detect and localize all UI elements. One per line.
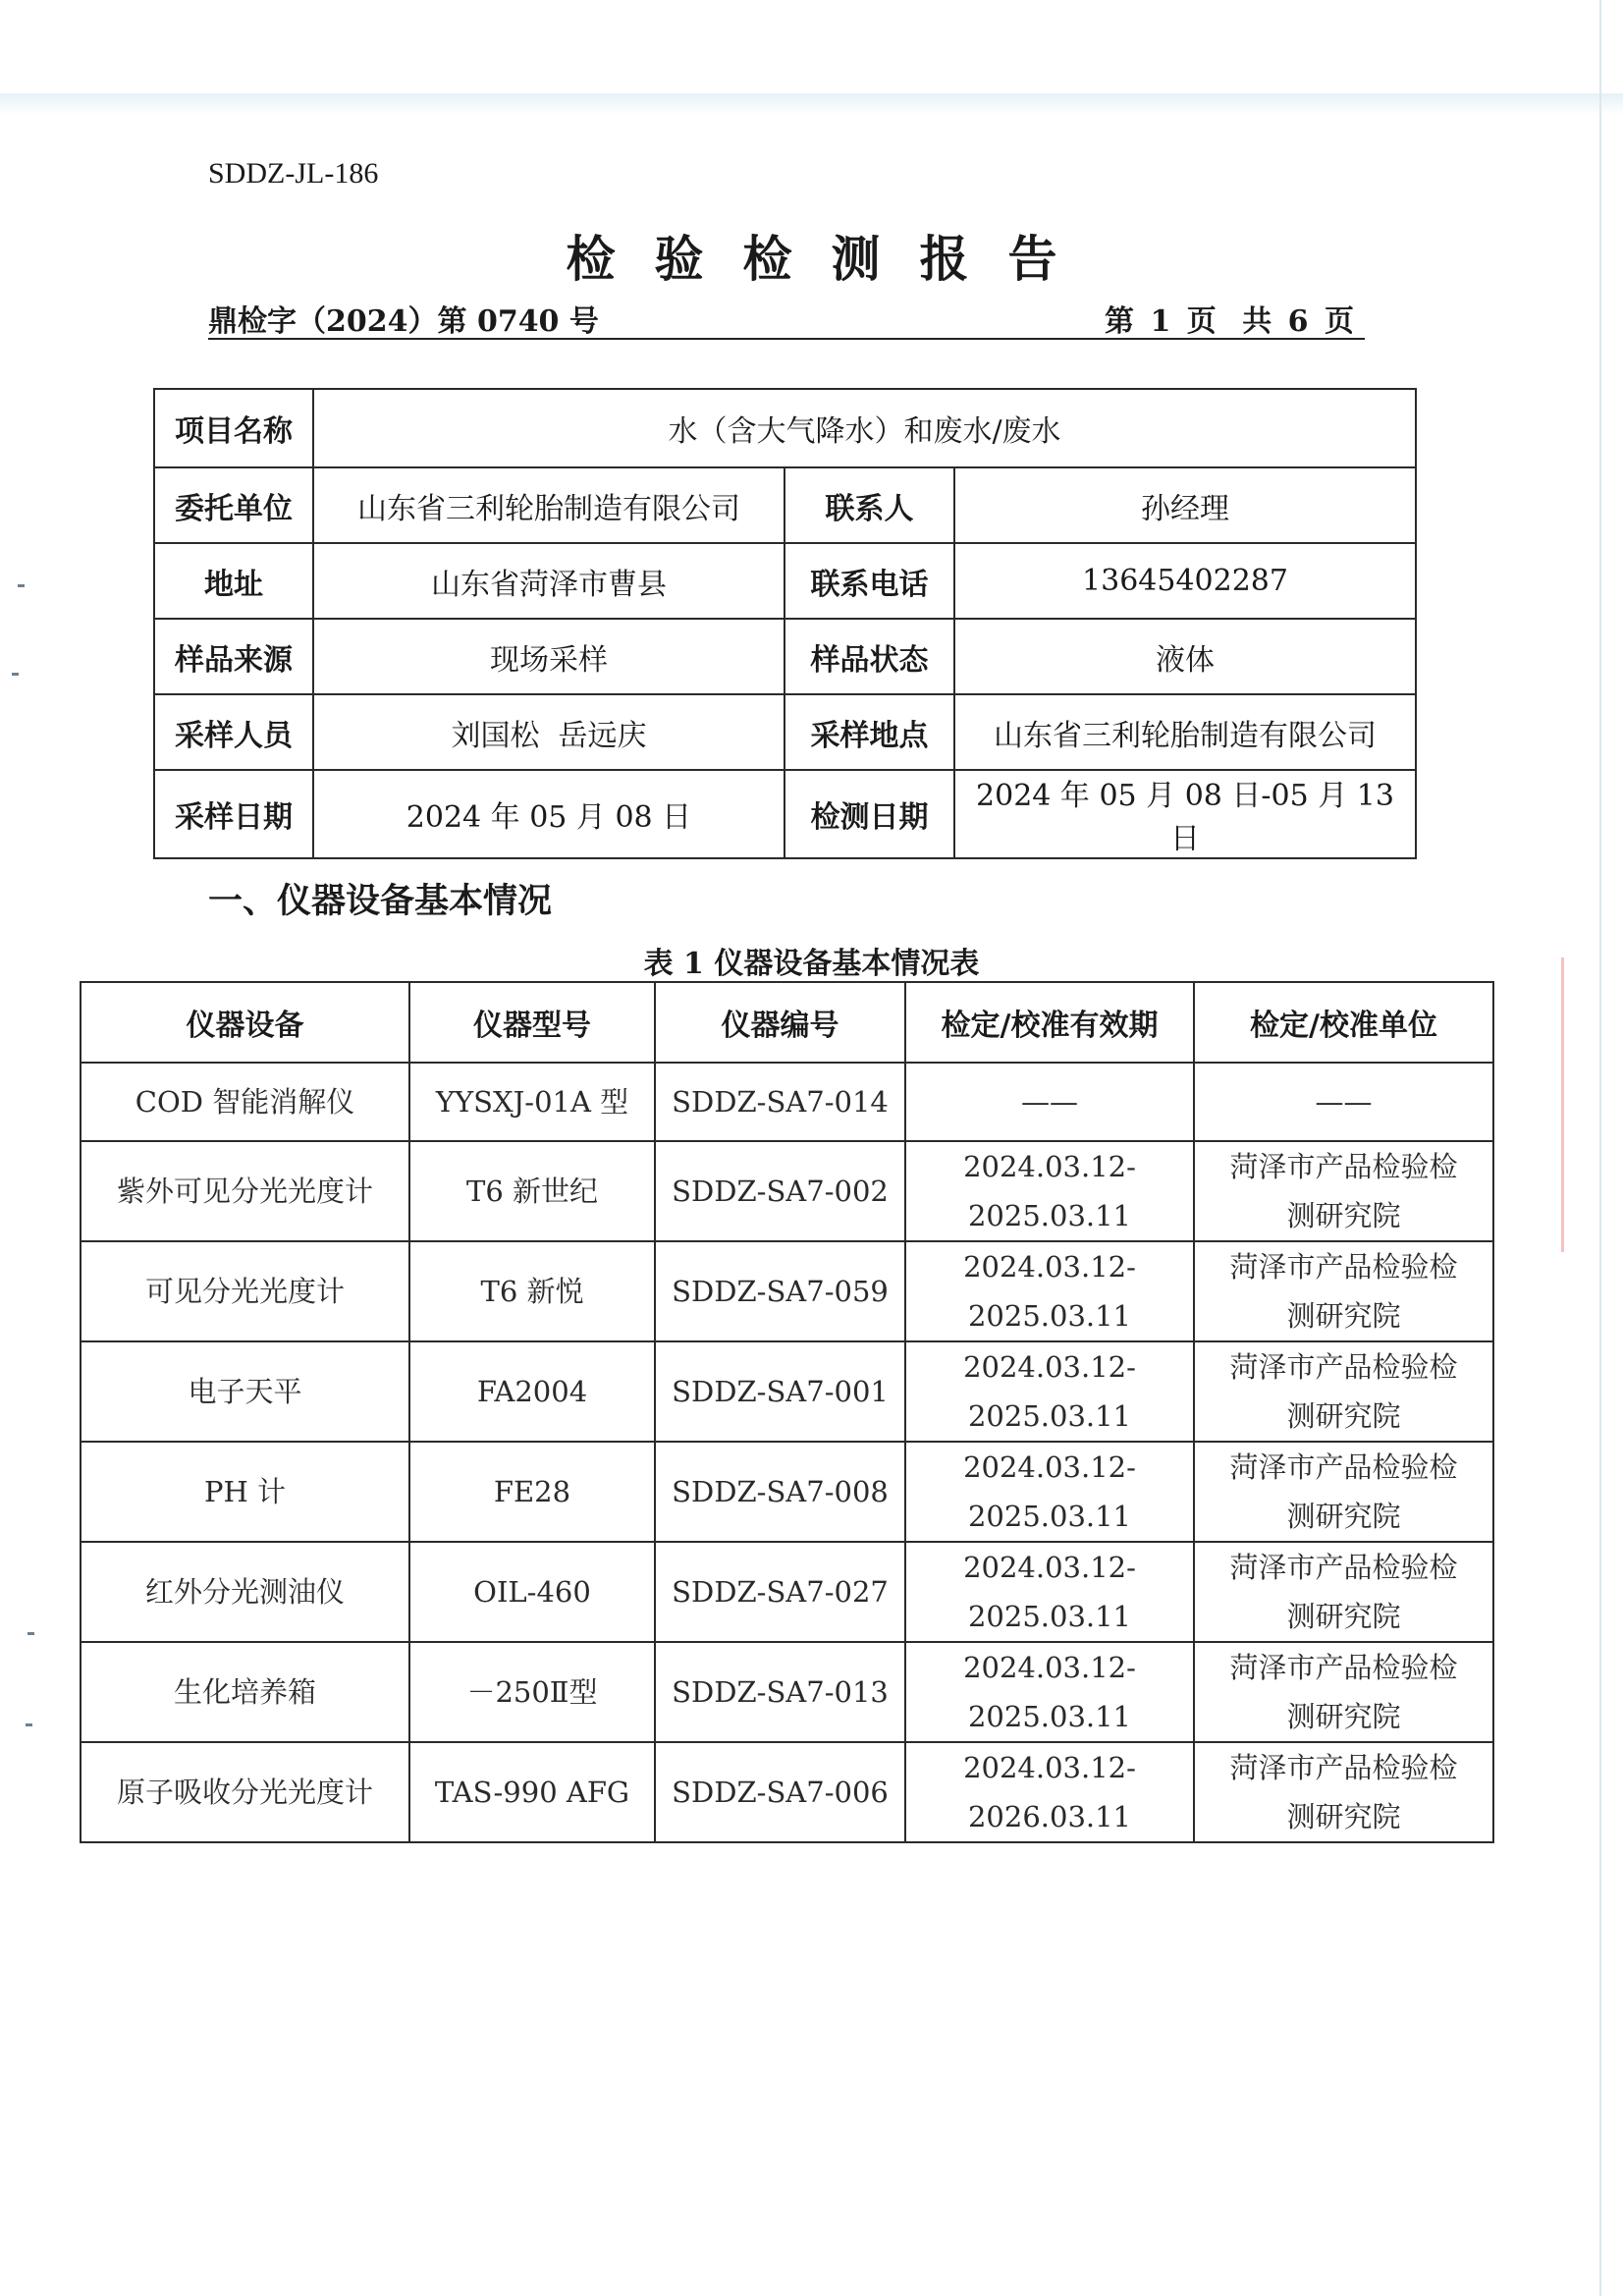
header-validity: 检定/校准有效期 xyxy=(905,982,1194,1063)
equipment-model: OIL-460 xyxy=(409,1542,655,1642)
unit-line-1: 菏泽市产品检验检 xyxy=(1229,1250,1458,1284)
validity-end: 2025.03.11 xyxy=(967,1299,1132,1333)
equipment-name: 原子吸收分光光度计 xyxy=(81,1742,409,1842)
validity-start: 2024.03.12- xyxy=(963,1350,1136,1384)
equipment-name: PH 计 xyxy=(81,1442,409,1542)
info-row-source xyxy=(154,619,1416,694)
unit-line-2: 测研究院 xyxy=(1286,1500,1401,1533)
equipment-name: COD 智能消解仪 xyxy=(81,1063,409,1141)
page-indicator xyxy=(1095,297,1357,340)
equipment-name: 紫外可见分光光度计 xyxy=(81,1141,409,1241)
unit-line-2: 测研究院 xyxy=(1286,1600,1401,1633)
equipment-validity xyxy=(905,1141,1194,1241)
section-title: 一、仪器设备基本情况 xyxy=(208,881,553,921)
equipment-unit xyxy=(1194,1742,1493,1842)
page-total: 共 6 页 xyxy=(1242,304,1357,339)
seal-stamp-fragment xyxy=(1561,957,1613,1252)
validity-start: 2024.03.12- xyxy=(963,1150,1136,1183)
equipment-name: 红外分光测油仪 xyxy=(81,1542,409,1642)
unit-line-2: 测研究院 xyxy=(1286,1199,1401,1232)
info-table xyxy=(153,388,1417,859)
scan-speck xyxy=(12,673,19,676)
equipment-number: SDDZ-SA7-001 xyxy=(655,1341,905,1442)
sampler-value: 刘国松 岳远庆 xyxy=(313,694,784,770)
equipment-unit xyxy=(1194,1642,1493,1742)
unit-line-2: 测研究院 xyxy=(1286,1399,1401,1433)
equipment-validity xyxy=(905,1442,1194,1542)
equipment-model: －250Ⅱ型 xyxy=(409,1642,655,1742)
equipment-number: SDDZ-SA7-006 xyxy=(655,1742,905,1842)
header-number: 仪器编号 xyxy=(655,982,905,1063)
contact-value: 孙经理 xyxy=(954,467,1416,543)
equipment-number: SDDZ-SA7-059 xyxy=(655,1241,905,1341)
unit-line-2: 测研究院 xyxy=(1286,1299,1401,1333)
unit-line-1: 菏泽市产品检验检 xyxy=(1229,1651,1458,1684)
project-label: 项目名称 xyxy=(154,389,313,467)
unit-line-1: 菏泽市产品检验检 xyxy=(1229,1551,1458,1584)
report-number: 鼎检字（2024）第 0740 号 xyxy=(208,304,599,339)
document-code: SDDZ-JL-186 xyxy=(208,157,379,190)
equipment-header-row xyxy=(81,982,1493,1063)
test-date-value: 2024 年 05 月 08 日-05 月 13 日 xyxy=(954,770,1416,858)
state-value: 液体 xyxy=(954,619,1416,694)
validity-end: 2026.03.11 xyxy=(967,1800,1132,1833)
source-label: 样品来源 xyxy=(154,619,313,694)
unit-line-2: 测研究院 xyxy=(1286,1800,1401,1833)
validity-line: —— xyxy=(1021,1085,1078,1119)
table-row xyxy=(81,1141,1493,1241)
client-value: 山东省三利轮胎制造有限公司 xyxy=(313,467,784,543)
equipment-unit xyxy=(1194,1063,1493,1141)
reference-bar xyxy=(208,295,1365,340)
equipment-name: 可见分光光度计 xyxy=(81,1241,409,1341)
project-value: 水（含大气降水）和废水/废水 xyxy=(313,389,1416,467)
header-unit: 检定/校准单位 xyxy=(1194,982,1493,1063)
scan-speck xyxy=(26,1723,32,1726)
phone-label: 联系电话 xyxy=(784,543,954,619)
equipment-unit xyxy=(1194,1341,1493,1442)
equipment-model: TAS-990 AFG xyxy=(409,1742,655,1842)
equipment-validity xyxy=(905,1341,1194,1442)
phone-value: 13645402287 xyxy=(954,543,1416,619)
equipment-model: T6 新悦 xyxy=(409,1241,655,1341)
equipment-validity xyxy=(905,1742,1194,1842)
address-value: 山东省菏泽市曹县 xyxy=(313,543,784,619)
client-label: 委托单位 xyxy=(154,467,313,543)
equipment-validity xyxy=(905,1542,1194,1642)
sampler-label: 采样人员 xyxy=(154,694,313,770)
equipment-table xyxy=(80,981,1494,1843)
equipment-unit xyxy=(1194,1241,1493,1341)
source-value: 现场采样 xyxy=(313,619,784,694)
unit-line-1: 菏泽市产品检验检 xyxy=(1229,1350,1458,1384)
unit-line-1: 菏泽市产品检验检 xyxy=(1229,1751,1458,1784)
equipment-number: SDDZ-SA7-013 xyxy=(655,1642,905,1742)
table-row xyxy=(81,1341,1493,1442)
sample-date-label: 采样日期 xyxy=(154,770,313,858)
header-equipment: 仪器设备 xyxy=(81,982,409,1063)
address-label: 地址 xyxy=(154,543,313,619)
unit-line: —— xyxy=(1315,1085,1373,1119)
validity-start: 2024.03.12- xyxy=(963,1651,1136,1684)
page-number: 第 1 页 xyxy=(1105,304,1219,339)
scan-speck xyxy=(27,1632,34,1635)
header-model: 仪器型号 xyxy=(409,982,655,1063)
unit-line-1: 菏泽市产品检验检 xyxy=(1229,1150,1458,1183)
equipment-name: 生化培养箱 xyxy=(81,1642,409,1742)
validity-end: 2025.03.11 xyxy=(967,1199,1132,1232)
equipment-number: SDDZ-SA7-027 xyxy=(655,1542,905,1642)
validity-end: 2025.03.11 xyxy=(967,1399,1132,1433)
equipment-number: SDDZ-SA7-014 xyxy=(655,1063,905,1141)
state-label: 样品状态 xyxy=(784,619,954,694)
unit-line-1: 菏泽市产品检验检 xyxy=(1229,1450,1458,1484)
scan-edge-shade xyxy=(0,93,1623,115)
info-row-address xyxy=(154,543,1416,619)
info-row-sampler xyxy=(154,694,1416,770)
unit-line-2: 测研究院 xyxy=(1286,1700,1401,1733)
equipment-validity xyxy=(905,1642,1194,1742)
table-row xyxy=(81,1442,1493,1542)
sample-date-value: 2024 年 05 月 08 日 xyxy=(313,770,784,858)
table-caption: 表 1 仪器设备基本情况表 xyxy=(643,947,980,981)
table-row xyxy=(81,1542,1493,1642)
equipment-number: SDDZ-SA7-002 xyxy=(655,1141,905,1241)
table-row xyxy=(81,1642,1493,1742)
validity-start: 2024.03.12- xyxy=(963,1551,1136,1584)
equipment-model: FE28 xyxy=(409,1442,655,1542)
contact-label: 联系人 xyxy=(784,467,954,543)
table-row xyxy=(81,1742,1493,1842)
equipment-unit xyxy=(1194,1542,1493,1642)
site-value: 山东省三利轮胎制造有限公司 xyxy=(954,694,1416,770)
validity-end: 2025.03.11 xyxy=(967,1700,1132,1733)
equipment-model: T6 新世纪 xyxy=(409,1141,655,1241)
table-row xyxy=(81,1241,1493,1341)
document-title: 检验检测报告 xyxy=(566,230,1097,288)
equipment-unit xyxy=(1194,1141,1493,1241)
equipment-unit xyxy=(1194,1442,1493,1542)
validity-start: 2024.03.12- xyxy=(963,1450,1136,1484)
validity-start: 2024.03.12- xyxy=(963,1751,1136,1784)
info-row-dates xyxy=(154,770,1416,858)
equipment-validity xyxy=(905,1241,1194,1341)
scan-speck xyxy=(18,584,25,587)
site-label: 采样地点 xyxy=(784,694,954,770)
equipment-model: FA2004 xyxy=(409,1341,655,1442)
validity-end: 2025.03.11 xyxy=(967,1600,1132,1633)
info-row-project xyxy=(154,389,1416,467)
equipment-name: 电子天平 xyxy=(81,1341,409,1442)
test-date-label: 检测日期 xyxy=(784,770,954,858)
table-row xyxy=(81,1063,1493,1141)
equipment-model: YYSXJ-01A 型 xyxy=(409,1063,655,1141)
info-row-client xyxy=(154,467,1416,543)
validity-end: 2025.03.11 xyxy=(967,1500,1132,1533)
validity-start: 2024.03.12- xyxy=(963,1250,1136,1284)
equipment-number: SDDZ-SA7-008 xyxy=(655,1442,905,1542)
equipment-validity xyxy=(905,1063,1194,1141)
